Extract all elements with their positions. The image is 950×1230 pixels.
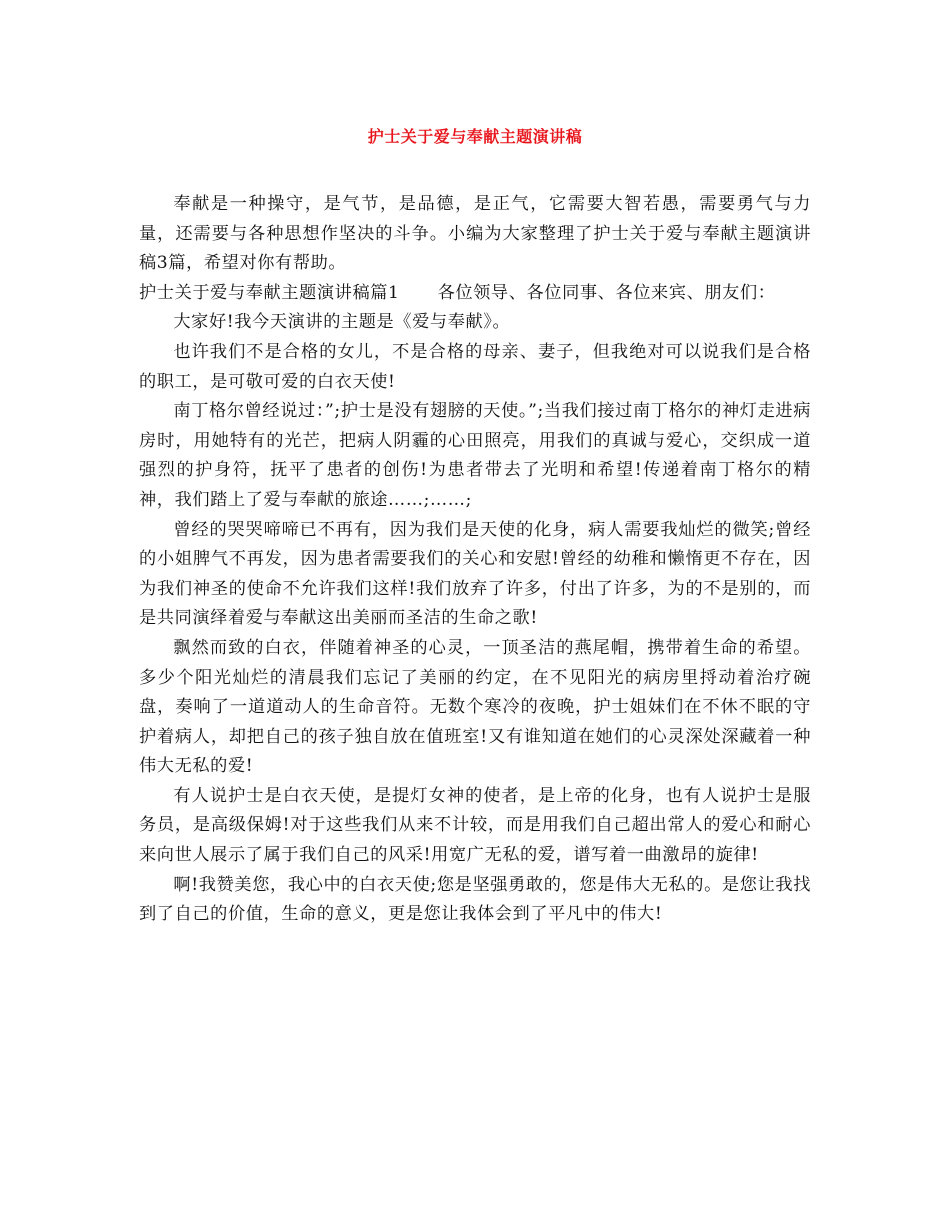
paragraph-angel: 有人说护士是白衣天使，是提灯女神的使者，是上帝的化身，也有人说护士是服务员，是高级保姆!对于这些我们从来不计较，而是用我们自己超出常人的爱心和耐心来向世人展示了属于我们自己的风采!用宽广无私的爱，谱写着一曲激昂的旋律! (139, 785, 811, 866)
intro-paragraph: 奉献是一种操守，是气节，是品德，是正气，它需要大智若愚，需要勇气与力量，还需要与各种思想作坚决的斗争。小编为大家整理了护士关于爱与奉献主题演讲稿3篇，希望对你有帮助。 (139, 194, 811, 274)
document-title: 护士关于爱与奉献主题演讲稿 (367, 127, 583, 146)
paragraph-qualified-staff: 也许我们不是合格的女儿，不是合格的母亲、妻子，但我绝对可以说我们是合格的职工，是可敬可爱的白衣天使! (139, 341, 811, 392)
document-body (139, 190, 811, 930)
paragraph-nightingale: 南丁格尔曾经说过：”;护士是没有翅膀的天使。”;当我们接过南丁格尔的神灯走进病房时，用她特有的光芒，把病人阴霾的心田照亮，用我们的真诚与爱心，交织成一道强烈的护身符，抚平了患者的创伤!为患者带去了光明和希望!传递着南丁格尔的精神，我们踏上了爱与奉献的旅途……;……; (139, 401, 811, 510)
paragraph-greeting: 大家好!我今天演讲的主题是《爱与奉献》。 (173, 312, 511, 333)
paragraph-past-self: 曾经的哭哭啼啼已不再有，因为我们是天使的化身，病人需要我灿烂的微笑;曾经的小姐脾气不再发，因为患者需要我们的关心和安慰!曾经的幼稚和懒惰更不存在，因为我们神圣的使命不允许我们这样!我们放弃了许多，付出了许多，为的不是别的，而是共同演绎着爱与奉献这出美丽而圣洁的生命之歌! (139, 519, 811, 629)
section-heading-line (139, 279, 811, 309)
salutation: 各位领导、各位同事、各位来宾、朋友们： (437, 282, 776, 303)
section-heading: 护士关于爱与奉献主题演讲稿篇1 (139, 282, 400, 303)
paragraph-praise: 啊!我赞美您，我心中的白衣天使;您是坚强勇敢的，您是伟大无私的。是您让我找到了自己的价值，生命的意义，更是您让我体会到了平凡中的伟大! (139, 874, 811, 925)
paragraph-white-coat: 飘然而致的白衣，伴随着神圣的心灵，一顶圣洁的燕尾帽，携带着生命的希望。多少个阳光灿烂的清晨我们忘记了美丽的约定，在不见阳光的病房里捋动着治疗碗盘，奏响了一道道动人的生命音符。无数个寒冷的夜晚，护士姐妹们在不休不眠的守护着病人，却把自己的孩子独自放在值班室!又有谁知道在她们的心灵深处深藏着一种伟大无私的爱! (139, 637, 811, 777)
